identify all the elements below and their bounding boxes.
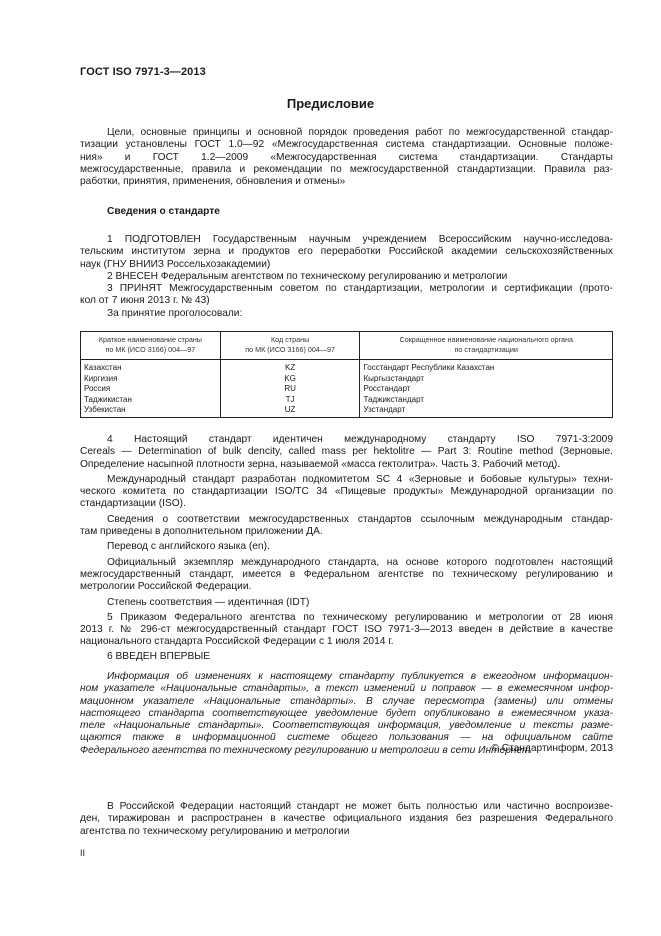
text-line: 6 ВВЕДЕН ВПЕРВЫЕ (107, 650, 211, 662)
text-line: Информация об изменениях к настоящему стандарту публикуется в ежегодном информацион- (107, 671, 613, 682)
text-line: агентства по техническому регулированию и метрологии (80, 825, 350, 837)
text-line: ческого комитета по стандартизации ISO/TC 34 «Пищевые продукты» Международной организации по (80, 486, 613, 498)
text-line: В Российской Федерации настоящий стандарт не может быть полностью или частично воспроизве- (107, 801, 613, 812)
body-cell: Кыргызстандарт (360, 374, 613, 385)
text-line: Сведения о соответствии межгосударственных стандартов ссылочным международным стандар- (107, 513, 613, 525)
text-line: 4 Настоящий стандарт идентичен международному стандарту ISO 7971-3:2009 (107, 434, 613, 445)
text-line: Цели, основные принципы и основной порядок проведения работ по межгосударственной стандар- (107, 127, 613, 138)
code-cell: TJ (220, 395, 360, 406)
reproduction-notice (80, 801, 613, 838)
text-line: стандартизации (ISO). (80, 498, 186, 510)
text-line: ном указателе «Национальные стандарты», а текст изменений и поправок — в ежемесячном инфор- (80, 683, 613, 695)
column-header-country: Краткое наименование страны по МК (ИСО 3166) 004—97 (81, 332, 221, 360)
text-line: щаются также в информационной системе общего пользования — на официальном сайте (80, 732, 613, 744)
text-line: теле «Национальные стандарты». Соответствующая информация, уведомление и тексты разме- (80, 720, 613, 732)
text-line: настоящего стандарта соответствующее уведомление будет опубликовано в ежемесячном указа- (80, 707, 613, 719)
table-header-row (81, 332, 613, 360)
body-cell: Госстандарт Республики Казахстан (360, 360, 613, 374)
standard-info-heading: Сведения о стандарте (107, 206, 220, 217)
country-cell: Киргизия (81, 374, 221, 385)
table-row (81, 405, 613, 417)
text-line: тельским институтом зерна и продуктов его переработки Российской академии сельскохозяйственных (80, 246, 613, 258)
text-line: тизации установлены ГОСТ 1.0—92 «Межгосударственная система стандартизации. Основные положе- (80, 139, 613, 151)
code-cell: KG (220, 374, 360, 385)
text-line: работки, принятия, применения, обновления и отмены» (80, 176, 346, 188)
text-line: Cereals — Determination of bulk dencity, called mass per hektolitre — Part 3: Routine method (Зерновые. (80, 446, 613, 458)
text-line: мационном указателе «Национальные стандарты». В случае пересмотра (замены) или отмены (80, 695, 613, 707)
text-line: Официальный экземпляр международного стандарта, на основе которого подготовлен настоящий (107, 556, 613, 568)
text-line: национального стандарта Российской Федерации с 1 июля 2014 г. (80, 636, 394, 648)
body-cell: Таджикстандарт (360, 395, 613, 406)
country-cell: Казахстан (81, 360, 221, 374)
text-line: Федерального агентства по техническому регулированию и метрологии в сети Интернет (80, 744, 531, 756)
text-line: 2013 г. № 296-ст межгосударственный стандарт ГОСТ ISO 7971-3—2013 введен в действие в качестве (80, 624, 613, 636)
copyright: © Стандартинформ, 2013 (491, 743, 613, 754)
column-header-code: Код страны по МК (ИСО 3166) 004—97 (220, 332, 360, 360)
text-line: 5 Приказом Федерального агентства по техническому регулированию и метрологии от 28 июня (107, 611, 613, 623)
text-line: ния» и ГОСТ 1.2—2009 «Межгосударственная система стандартизации. Стандарты (80, 151, 613, 163)
text-line: Определение насыпной плотности зерна, называемой «масса гектолитра». Часть 3. Рабочий метод). (80, 458, 561, 470)
table-row (81, 374, 613, 385)
text-line: наук (ГНУ ВНИИЗ Россельхозакадемии) (80, 258, 271, 270)
text-line: кол от 7 июня 2013 г. № 43) (80, 295, 210, 307)
code-cell: RU (220, 384, 360, 395)
text-line: Перевод с английского языка (en). (107, 541, 270, 553)
preface-title: Предисловие (286, 96, 375, 111)
table-row (81, 395, 613, 406)
code-cell: UZ (220, 405, 360, 417)
country-cell: Россия (81, 384, 221, 395)
country-cell: Узбекистан (81, 405, 221, 417)
text-line: межгосударственные, правила и рекомендации по межгосударственной стандартизации. Правила раз- (80, 163, 613, 175)
table-row (81, 384, 613, 395)
text-line: метрологии Российской Федерации. (80, 581, 252, 593)
text-line: За принятие проголосовали: (107, 307, 243, 319)
preface-intro (80, 127, 613, 188)
text-line: межгосударственный стандарт, имеется в Федеральном агентстве по техническому регулированию и (80, 568, 613, 580)
text-line: Степень соответствия — идентичная (IDT) (107, 596, 310, 608)
table-row (81, 360, 613, 374)
voting-table (80, 331, 613, 418)
country-cell: Таджикистан (81, 395, 221, 406)
body-cell: Росстандарт (360, 384, 613, 395)
text-line: Международный стандарт разработан подкомитетом SC 4 «Зерновые и бобовые культуры» техни- (107, 473, 613, 485)
text-line: 1 ПОДГОТОВЛЕН Государственным научным учреждением Всероссийским научно-исследова- (107, 234, 613, 245)
text-line: ден, тиражирован и распространен в качестве официального издания без разрешения Федерального (80, 813, 613, 825)
text-line: 2 ВНЕСЕН Федеральным агентством по техническому регулированию и метрологии (107, 270, 508, 282)
document-code: ГОСТ ISO 7971-3—2013 (80, 66, 206, 78)
column-header-national-body: Сокращенное наименование национального органа по стандартизации (360, 332, 613, 360)
code-cell: KZ (220, 360, 360, 374)
standard-info-items (80, 234, 613, 320)
text-line: там приведены в дополнительном приложении ДА. (80, 526, 323, 538)
page-number: II (80, 848, 86, 858)
standard-info-items-continued (80, 434, 613, 663)
body-cell: Узстандарт (360, 405, 613, 417)
text-line: 3 ПРИНЯТ Межгосударственным советом по стандартизации, метрологии и сертификации (прото- (107, 283, 613, 295)
